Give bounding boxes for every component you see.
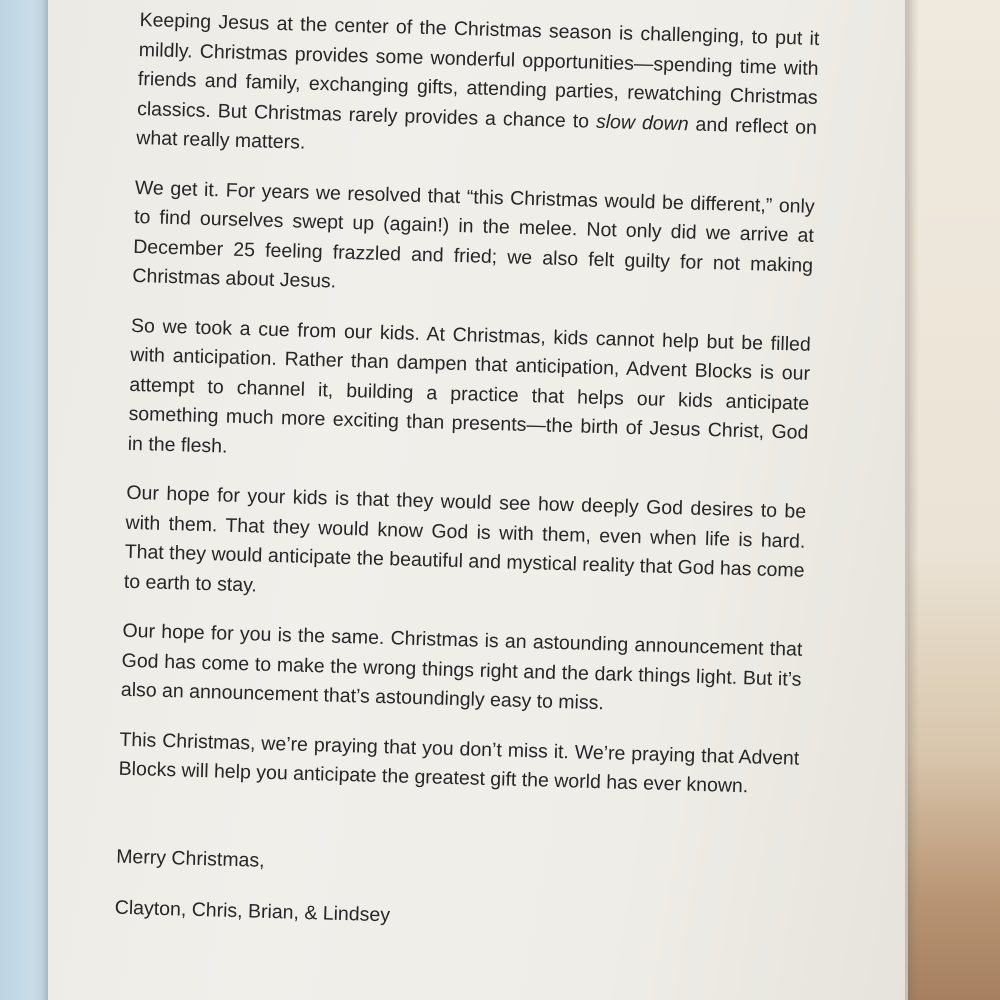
- paragraph-2: We get it. For years we resolved that “this Christmas would be different,” only to find ourselves swept up (again!) in the melee. Not only did we arrive at December 25 feeling frazzled and fried; we also felt guilty for not making Christmas about Jesus.: [132, 176, 815, 293]
- emphasis-slow-down: slow down: [595, 110, 689, 135]
- paragraph-1: [136, 6, 820, 172]
- signature-line: Clayton, Chris, Brian, & Lindsey: [114, 896, 391, 927]
- paragraph-3: So we took a cue from our kids. At Christmas, kids cannot help but be filled with anticipation. Rather than dampen that anticipation, Advent Blocks is our attempt to channel it, building a practice that helps our kids anticipate something much more exciting than presents—the birth of Jesus Christ, God in the flesh.: [127, 314, 812, 458]
- paragraph-6: This Christmas, we’re praying that you don’t miss it. We’re praying that Advent Blocks will help you anticipate the greatest gift the world has ever known.: [118, 728, 800, 798]
- paragraph-1-end: and reflect on what really matters.: [136, 112, 818, 154]
- paragraph-4: Our hope for your kids is that they would see how deeply God desires to be with them. That they would know God is with them, even when life is hard. That they would anticipate the beautiful and mystical reality that God has come to earth to stay.: [123, 481, 807, 596]
- paragraph-1-start: Keeping Jesus at the center of the Christmas season is challenging, to put it mildly. Christmas provides some wonderful opportunities—spending time with friends and family, exchanging gifts, attending parties, rewatching Christmas classics. But Christmas rarely provides a chance to: [136, 8, 820, 133]
- letter-body: [114, 6, 819, 942]
- closing-line: Merry Christmas,: [115, 845, 265, 872]
- paragraph-5: Our hope for you is the same. Christmas is an astounding announcement that God has come to make the wrong things right and the dark things light. But it’s also an announcement that’s astoundingly easy to miss.: [120, 619, 803, 715]
- page-shadow: [905, 0, 919, 1000]
